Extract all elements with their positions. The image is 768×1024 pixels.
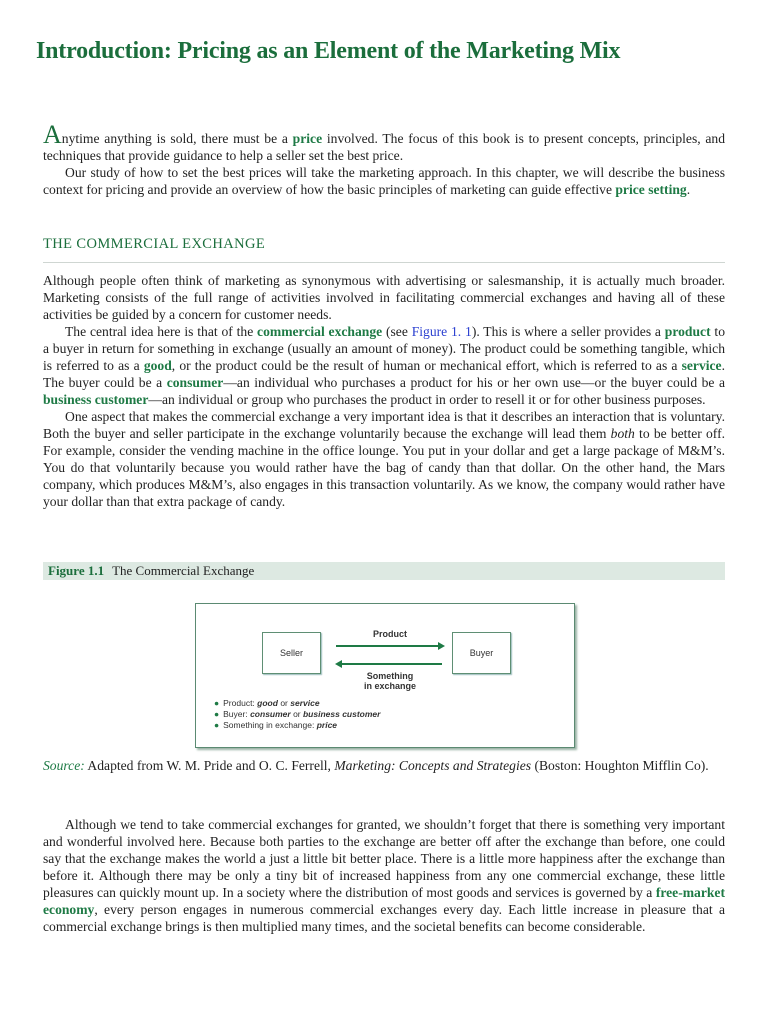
term-price-setting: price setting — [615, 182, 687, 197]
intro-paragraph-1: Anytime anything is sold, there must be a price involved. The focus of this book is to present concepts, principles, and techniques that provide guidance to help a seller set the best price. — [43, 120, 726, 163]
source-label: Source: — [43, 758, 85, 773]
arrow-label-something: Something in exchange — [363, 671, 417, 691]
bullet-item: ● Product: good or service — [214, 698, 320, 708]
figure-source: Source: Adapted from W. M. Pride and O. C. Ferrell, Marketing: Concepts and Strategies (Boston: Houghton Mifflin Co). — [43, 758, 709, 773]
intro-paragraph-2: Our study of how to set the best prices will take the marketing approach. In this chapter, we will describe the business context for pricing and provide an overview of how the basic principles of marketing can guide effective price setting. — [43, 165, 725, 197]
term-price: price — [292, 131, 323, 146]
section-heading: THE COMMERCIAL EXCHANGE — [43, 236, 266, 252]
section-divider — [43, 262, 725, 263]
diagram-bullet-list — [214, 698, 380, 731]
section-body — [43, 272, 725, 510]
figure-title: The Commercial Exchange — [112, 563, 255, 578]
bullet-item: ● Buyer: consumer or business customer — [214, 709, 381, 719]
emphasis-both: both — [610, 426, 635, 441]
exchange-arrows-icon — [334, 641, 446, 671]
term-business-customer: business customer — [43, 392, 149, 407]
term-service: service — [681, 358, 722, 373]
closing-section — [43, 816, 725, 935]
page-title: Introduction: Pricing as an Element of the Marketing Mix — [36, 38, 621, 64]
intro-section — [43, 120, 726, 198]
term-consumer: consumer — [166, 375, 224, 390]
commercial-exchange-diagram — [195, 603, 575, 748]
book-title: Marketing: Concepts and Strategies — [334, 758, 532, 773]
paragraph: The central idea here is that of the commercial exchange (see Figure 1. 1). This is where a seller provides a product to a buyer in return for something in exchange (usually an amount of money). The product could be something tangible, which is referred to as a good, or the product could be the result of human or mechanical effort, which is referred to as a service. The buyer could be a consumer—an individual who purchases a product for his or her own use—or the buyer could be a business customer—an individual or group who purchases the product in order to resell it or for other business purposes. — [43, 324, 725, 407]
seller-box: Seller — [262, 632, 321, 674]
drop-cap: A — [43, 120, 62, 149]
term-good: good — [143, 358, 172, 373]
paragraph: Although people often think of marketing as synonymous with advertising or salesmanship, it is actually much broader. Marketing consists of the full range of activities involved in facilitating commercial exchanges and having all of these activities be guided by a concern for customer needs. — [43, 273, 725, 322]
arrow-label-product: Product — [372, 629, 407, 639]
bullet-item: ● Something in exchange: price — [214, 720, 338, 730]
figure-number: Figure 1.1 — [48, 563, 105, 578]
term-free-market-economy: free-market economy — [43, 885, 725, 917]
paragraph: Although we tend to take commercial exchanges for granted, we shouldn’t forget that there is something very important and wonderful involved here. Because both parties to the exchange are better off after the exchange than before, one could say that the exchange makes the world a just a little bit better place. There is a little more happiness after the exchange than before it. Although there may be only a tiny bit of increased happiness from any one commercial exchange, these little pleasures can quickly mount up. In a society where the distribution of most goods and services is governed by a free-market economy, every person engages in numerous commercial exchanges every day. Each little increase in pleasure that a commercial exchange brings is then multiplied many times, and the societal benefits can become considerable. — [43, 817, 725, 934]
figure-caption — [43, 562, 725, 580]
buyer-box: Buyer — [452, 632, 511, 674]
term-product: product — [664, 324, 711, 339]
paragraph: One aspect that makes the commercial exchange a very important idea is that it describes an interaction that is voluntary. Both the buyer and seller participate in the exchange voluntarily because the exchange will lead them both to be better off. For example, consider the vending machine in the office lounge. You put in your dollar and get a large package of M&M’s. You do that voluntarily because you would rather have the bag of candy than that dollar. On the other hand, the Mars company, which produces M&M’s, also engages in this transaction voluntarily. As we know, the company would rather have your dollar than that extra package of candy. — [43, 409, 725, 509]
term-commercial-exchange: commercial exchange — [257, 324, 383, 339]
figure-link[interactable]: Figure 1. 1 — [411, 324, 472, 339]
